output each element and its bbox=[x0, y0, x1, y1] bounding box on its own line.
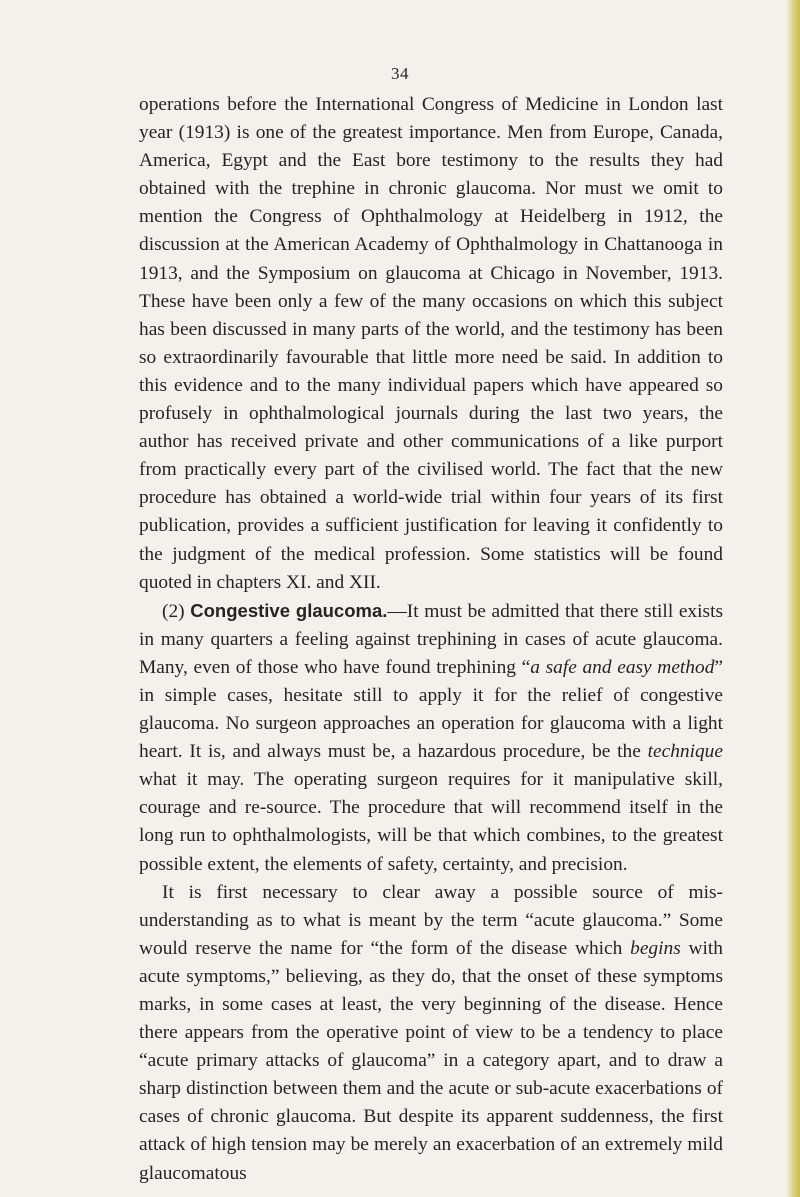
italic-word-begins: begins bbox=[630, 937, 681, 959]
page-edge-shadow bbox=[786, 0, 800, 1197]
paragraph-1: operations before the International Congress of Medicine in London last year (1913) is one of the greatest importance. Men from Europe, Canada, America, Egypt and the East bore testimony to the results they had obtained with the trephine in chronic glaucoma. Nor must we omit to mention the Congress of Ophthalmology at Heidelberg in 1912, the discussion at the American Academy of Ophthalmology in Chattanooga in 1913, and the Symposium on glaucoma at Chicago in November, 1913. These have been only a few of the many occasions on which this subject has been discussed in many parts of the world, and the testimony has been so extraordinarily favourable that little more need be said. In addition to this evidence and to the many individual papers which have appeared so profusely in ophthalmological journals during the last two years, the author has received private and other communications of a like purport from practically every part of the civilised world. The fact that the new procedure has obtained a world-wide trial within four years of its first publication, provides a sufficient justification for leaving it confidently to the judgment of the medical profession. Some statistics will be found quoted in chapters XI. and XII. bbox=[139, 94, 723, 593]
body-text bbox=[139, 91, 723, 1188]
paragraph-2 bbox=[139, 597, 723, 879]
section-heading: Congestive glaucoma. bbox=[190, 599, 388, 621]
paragraph-3 bbox=[139, 879, 723, 1188]
paragraph-2-text-a: —It must be admitted that there still exists in many quarters a feeling against trephining in cases of acute glaucoma. Many, even of those who have found trephining “ bbox=[139, 600, 723, 678]
paragraph-3-text-b: with acute symptoms,” believing, as they do, that the onset of these symptoms marks, in some cases at least, the very beginning of the disease. Hence there appears from the operative point of view to be a tendency to place “acute primary attacks of glaucoma” in a category apart, and to draw a sharp distinction between them and the acute or sub-acute exacerbations of cases of chronic glaucoma. But despite its apparent suddenness, the first attack of high tension may be merely an exacerbation of an extremely mild glaucomatous bbox=[139, 937, 723, 1184]
paragraph-3-text-a: It is first necessary to clear away a possible source of mis-understanding as to what is meant by the term “acute glaucoma.” Some would reserve the name for “the form of the disease which bbox=[139, 881, 723, 959]
italic-word-technique: technique bbox=[647, 741, 723, 763]
section-number: (2) bbox=[162, 600, 185, 622]
page-number: 34 bbox=[391, 64, 409, 83]
paragraph-2-text-b: ” in simple cases, hesitate still to apply it for the relief of congestive glaucoma. No surgeon approaches an operation for glaucoma with a light heart. It is, and always must be, a hazardous procedure, be the bbox=[139, 656, 724, 763]
italic-phrase-safe-method: a safe and easy method bbox=[530, 656, 715, 678]
paragraph-2-text-c: what it may. The operating surgeon requires for it manipulative skill, courage and re-source. The procedure that will recommend itself in the long run to ophthalmologists, will be that which combines, to the greatest possible extent, the elements of safety, certainty, and precision. bbox=[139, 769, 723, 875]
